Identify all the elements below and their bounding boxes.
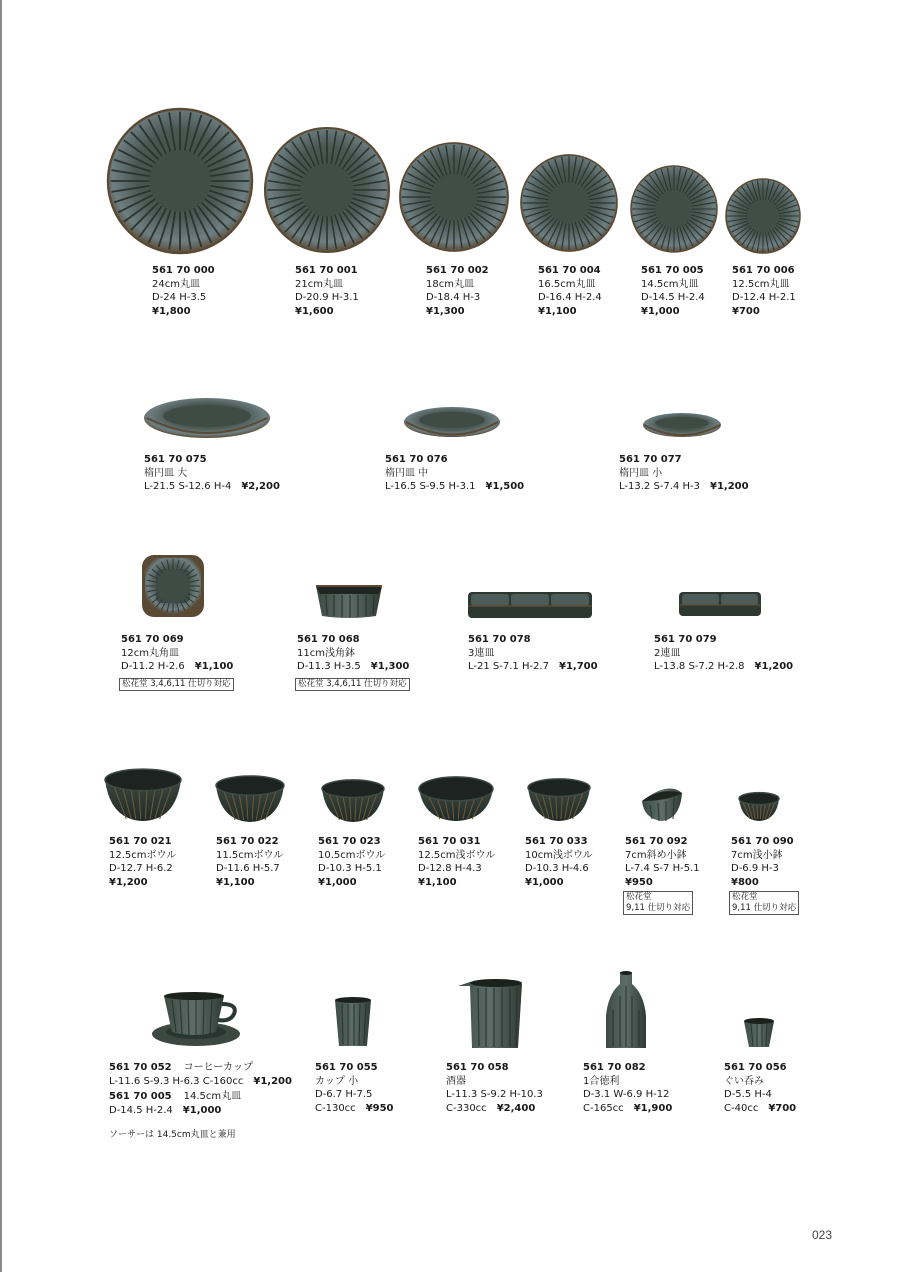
partition-note-line1: 松花堂 [626,892,652,902]
product-dims: D-10.3 H-4.6 [525,863,589,874]
product-info-56170006 [732,264,796,318]
plate-21cm-image [264,127,390,253]
product-capacity: C-40cc [724,1102,759,1114]
partition-note: 松花堂 3,4,6,11 仕切り対応 [295,678,410,691]
product-name: 12.5cm丸皿 [732,278,790,290]
product-code: 561 70 075 [144,454,207,465]
product-info-56170000 [152,264,215,318]
product-info-56170058 [446,1061,543,1115]
product-price: ¥1,200 [109,876,148,888]
partition-note-line1: 松花堂 [732,892,758,902]
product-price: ¥700 [732,305,760,317]
product-price: ¥1,000 [641,305,680,317]
product-info-56170022 [216,835,283,889]
product-code: 561 70 092 [625,836,688,847]
product-info-56170023 [318,835,385,889]
product-name: 16.5cm丸皿 [538,278,596,290]
bowl-12-5cm-image [104,768,182,822]
product-code: 561 70 033 [525,836,588,847]
product-dims: D-11.6 H-5.7 [216,863,280,874]
product-price: ¥1,300 [426,305,465,317]
triple-dish-image [467,590,593,620]
product-info-56170078 [468,633,598,674]
product-name: 18cm丸皿 [426,278,474,290]
product-info-56170077 [619,453,749,494]
product-dims: D-14.5 H-2.4 [109,1104,173,1116]
product-name: 12.5cmボウル [109,849,177,861]
product-dims: D-6.9 H-3 [731,863,779,874]
product-dims: D-3.1 W-6.9 H-12 [583,1089,670,1100]
product-dims: D-12.4 H-2.1 [732,292,796,303]
product-code: 561 70 056 [724,1062,787,1073]
product-code: 561 70 077 [619,454,682,465]
product-price: ¥1,200 [253,1075,292,1087]
product-price: ¥1,000 [525,876,564,888]
product-dims: L-11.6 S-9.3 H-6.3 C-160cc [109,1075,244,1087]
product-price: ¥1,000 [318,876,357,888]
product-code: 561 70 069 [121,634,184,645]
product-price: ¥1,700 [558,661,598,672]
product-title-line [109,1061,292,1075]
product-name: 7cm斜め小鉢 [625,849,687,861]
product-dims-line [109,1075,292,1089]
oval-plate-small-image [642,411,722,441]
product-code: 561 70 001 [295,265,358,276]
product-name: 14.5cm丸皿 [183,1091,242,1102]
product-dims: D-12.7 H-6.2 [109,863,173,874]
product-name: 24cm丸皿 [152,278,200,290]
product-dims-line [468,660,598,674]
sake-flask-image [604,970,648,1050]
product-info-56170002 [426,264,489,318]
product-price: ¥1,100 [538,305,577,317]
product-dims: L-7.4 S-7 H-5.1 [625,863,700,874]
product-price: ¥2,400 [496,1102,536,1114]
page-edge-line [0,0,2,1272]
guinomi-cup-image [743,1017,775,1049]
product-code: 561 70 076 [385,454,448,465]
bowl-11-5cm-image [215,775,285,823]
product-dims: D-6.7 H-7.5 [315,1089,373,1100]
partition-note: 松花堂 3,4,6,11 仕切り対応 [119,678,234,691]
product-price: ¥1,300 [370,661,410,672]
product-price: ¥1,100 [418,876,457,888]
product-info-56170001 [295,264,359,318]
square-plate-image [140,553,206,619]
product-code: 561 70 006 [732,265,795,276]
product-title-line [109,1090,292,1104]
product-name: 1合徳利 [583,1075,620,1087]
partition-note-line2: 9,11 仕切り対応 [626,903,691,913]
product-code: 561 70 079 [654,634,717,645]
product-dims-line [619,480,749,494]
oval-plate-medium-image [403,405,501,441]
product-info-56170004 [538,264,602,318]
product-dims: L-21.5 S-12.6 H-4 [144,481,232,492]
product-info-56170052 [109,1061,292,1117]
product-name: 10cm浅ボウル [525,849,593,861]
product-price: ¥1,900 [633,1102,673,1114]
product-info-56170055 [315,1061,394,1115]
product-code: 561 70 031 [418,836,481,847]
product-dims: L-16.5 S-9.5 H-3.1 [385,481,476,492]
product-dims: L-21 S-7.1 H-2.7 [468,661,549,672]
product-name: 10.5cmボウル [318,849,386,861]
product-code: 561 70 090 [731,836,794,847]
oval-plate-large-image [143,396,271,440]
product-cap-line [583,1102,672,1116]
product-code: 561 70 052 [109,1062,172,1073]
product-price: ¥1,200 [754,661,794,672]
product-info-56170033 [525,835,593,889]
product-price: ¥950 [625,876,653,888]
product-info-56170090 [731,835,794,889]
product-code: 561 70 058 [446,1062,509,1073]
product-name: 14.5cm丸皿 [641,278,699,290]
product-info-56170005 [641,264,705,318]
product-cap-line [315,1102,394,1116]
product-code: 561 70 055 [315,1062,378,1073]
product-code: 561 70 000 [152,265,215,276]
product-dims: L-13.2 S-7.4 H-3 [619,481,700,492]
product-dims: D-12.8 H-4.3 [418,863,482,874]
product-info-56170056 [724,1061,796,1115]
product-price: ¥950 [365,1102,394,1114]
slanted-bowl-image [638,779,684,823]
product-info-56170075 [144,453,280,494]
product-code: 561 70 004 [538,265,601,276]
product-price: ¥1,100 [194,661,234,672]
product-dims: D-5.5 H-4 [724,1089,772,1100]
product-code: 561 70 068 [297,634,360,645]
product-dims: D-16.4 H-2.4 [538,292,602,303]
product-cap-line [446,1102,543,1116]
product-capacity: C-330cc [446,1102,487,1114]
product-info-56170069 [121,633,233,674]
product-cap-line [724,1102,796,1116]
partition-note [623,891,693,915]
product-name: 3連皿 [468,647,495,659]
product-code: 561 70 002 [426,265,489,276]
page-number: 023 [812,1228,833,1242]
product-info-56170021 [109,835,176,889]
product-dims: D-14.5 H-2.4 [641,292,705,303]
shallow-bowl-10cm-image [527,778,591,822]
small-bowl-7cm-image [738,792,780,822]
product-name: カップ 小 [315,1075,359,1087]
plate-24cm-image [107,108,253,254]
product-name: 楕円皿 大 [144,467,188,479]
product-info-56170068 [297,633,409,674]
product-dims-line [654,660,793,674]
product-name: 楕円皿 小 [619,467,663,479]
product-code: 561 70 078 [468,634,531,645]
product-dims: L-11.3 S-9.2 H-10.3 [446,1089,543,1100]
product-capacity: C-165cc [583,1102,624,1114]
product-price: ¥2,200 [241,481,280,492]
product-price: ¥800 [731,876,759,888]
plate-16-5cm-image [520,154,618,252]
product-name: 7cm浅小鉢 [731,849,783,861]
product-info-56170092 [625,835,700,889]
product-name: 酒器 [446,1075,466,1087]
product-price: ¥700 [768,1102,797,1114]
product-name: 12cm丸角皿 [121,647,179,659]
product-info-56170079 [654,633,793,674]
double-dish-image [678,590,762,618]
product-dims-line [297,660,409,674]
product-dims: D-20.9 H-3.1 [295,292,359,303]
product-price: ¥1,600 [295,305,334,317]
product-name: 12.5cm浅ボウル [418,849,496,861]
product-info-56170031 [418,835,495,889]
product-name: 21cm丸皿 [295,278,343,290]
bowl-10-5cm-image [321,779,385,823]
product-price: ¥1,500 [485,481,525,492]
product-code: 561 70 005 [641,265,704,276]
coffee-cup-saucer-image [150,990,242,1048]
product-dims: D-11.3 H-3.5 [297,661,361,672]
product-dims-line [144,480,280,494]
product-code: 561 70 005 [109,1091,172,1102]
partition-note-line2: 9,11 仕切り対応 [732,903,797,913]
plate-18cm-image [399,142,509,252]
product-dims: D-10.3 H-5.1 [318,863,382,874]
product-code: 561 70 022 [216,836,279,847]
product-capacity: C-130cc [315,1102,356,1114]
sake-pitcher-image [458,976,528,1050]
product-dims: D-18.4 H-3 [426,292,481,303]
product-code: 561 70 023 [318,836,381,847]
product-name: 楕円皿 中 [385,467,429,479]
saucer-footnote: ソーサーは 14.5cm丸皿と兼用 [109,1130,236,1140]
product-price: ¥1,000 [182,1104,222,1116]
product-dims: D-24 H-3.5 [152,292,207,303]
product-dims-line [109,1104,292,1118]
small-cup-image [333,996,373,1048]
product-dims-line [121,660,233,674]
product-name: ぐい呑み [724,1075,764,1087]
product-info-56170082 [583,1061,672,1115]
product-info-56170076 [385,453,524,494]
plate-12-5cm-image [725,178,801,254]
square-bowl-image [314,578,384,620]
product-price: ¥1,200 [709,481,749,492]
product-dims: D-11.2 H-2.6 [121,661,185,672]
product-dims: L-13.8 S-7.2 H-2.8 [654,661,745,672]
plate-14-5cm-image [630,165,718,253]
product-code: 561 70 021 [109,836,172,847]
shallow-bowl-12-5cm-image [418,776,494,822]
product-code: 561 70 082 [583,1062,646,1073]
product-dims-line [385,480,524,494]
product-price: ¥1,100 [216,876,255,888]
partition-note [729,891,799,915]
product-name: 2連皿 [654,647,681,659]
product-price: ¥1,800 [152,305,191,317]
product-name: コーヒーカップ [183,1062,253,1073]
product-name: 11.5cmボウル [216,849,284,861]
product-name: 11cm浅角鉢 [297,647,355,659]
